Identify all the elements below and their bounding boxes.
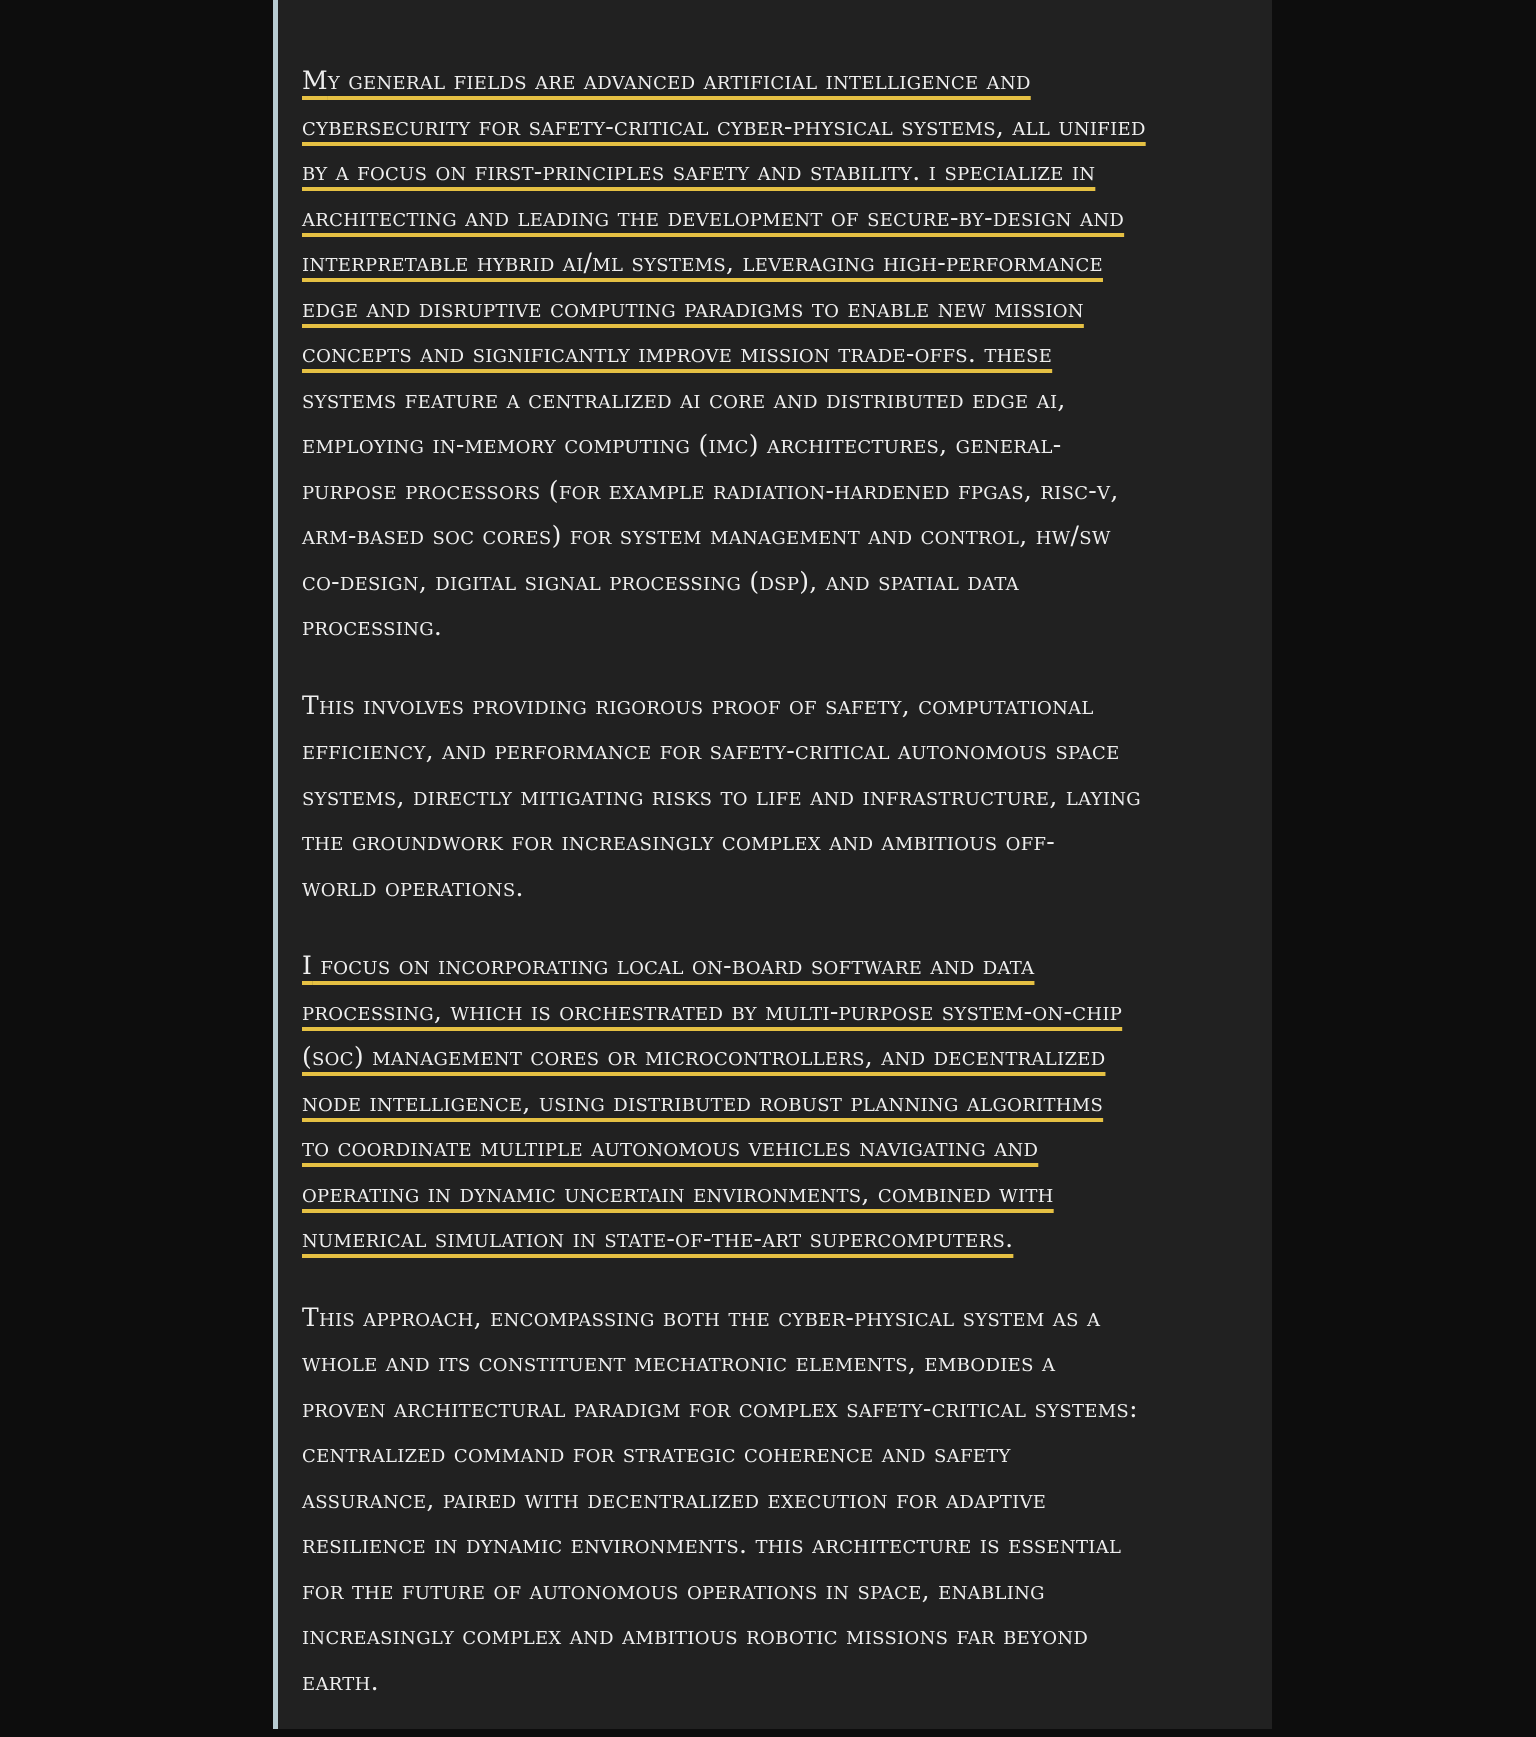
text-line: architecting and leading the development of secure-by-design and (302, 202, 1125, 232)
text-line: systems feature a centralized ai core and distributed edge ai, (302, 384, 1066, 414)
text-line: whole and its constituent mechatronic elements, embodies a (302, 1348, 1056, 1377)
text-line: purpose processors (for example radiation-hardened fpgas, risc-v, (302, 475, 1119, 505)
text-line: the groundwork for increasingly complex and ambitious off- (302, 827, 1056, 856)
text-line: processing, which is orchestrated by multi-purpose system-on-chip (302, 996, 1123, 1026)
text-line: edge and disruptive computing paradigms to enable new mission (302, 293, 1084, 323)
text-line: This involves providing rigorous proof of safety, computational (302, 690, 1094, 720)
text-line: numerical simulation in state-of-the-art supercomputers. (302, 1224, 1014, 1253)
paragraph-safety-proof (302, 683, 1262, 911)
text-line: (soc) management cores or microcontrollers, and decentralized (302, 1042, 1106, 1071)
text-line: to coordinate multiple autonomous vehicles navigating and (302, 1133, 1039, 1162)
text-line: cybersecurity for safety-critical cyber-physical systems, all unified (302, 111, 1146, 141)
left-border-rule (273, 0, 278, 1729)
text-line: proven architectural paradigm for complex safety-critical systems: (302, 1393, 1138, 1423)
text-line: for the future of autonomous operations in space, enabling (302, 1575, 1045, 1605)
text-line: processing. (302, 612, 443, 641)
text-line: employing in-memory computing (imc) architectures, general- (302, 430, 1062, 459)
article-body (302, 58, 1262, 1737)
text-line: increasingly complex and ambitious robotic missions far beyond (302, 1621, 1089, 1650)
text-line: by a focus on first-principles safety and stability. i specialize in (302, 157, 1096, 186)
text-line: concepts and significantly improve mission trade-offs. these (302, 339, 1053, 368)
text-line: centralized command for strategic coherence and safety (302, 1439, 1011, 1468)
text-line: resilience in dynamic environments. this architecture is essential (302, 1530, 1122, 1559)
paragraph-fields (302, 58, 1262, 650)
text-line: earth. (302, 1666, 379, 1696)
text-line: node intelligence, using distributed robust planning algorithms (302, 1087, 1104, 1117)
text-line: efficiency, and performance for safety-critical autonomous space (302, 736, 1120, 765)
paragraph-onboard-processing (302, 943, 1262, 1262)
text-line: systems, directly mitigating risks to life and infrastructure, laying (302, 781, 1141, 811)
text-line: My general fields are advanced artificial intelligence and (302, 66, 1031, 95)
text-line: arm-based soc cores) for system management and control, hw/sw (302, 521, 1111, 550)
text-line: I focus on incorporating local on-board software and data (302, 951, 1035, 980)
paragraph-approach (302, 1295, 1262, 1705)
text-line: co-design, digital signal processing (dsp), and spatial data (302, 566, 1019, 596)
text-line: operating in dynamic uncertain environments, combined with (302, 1178, 1054, 1208)
text-line: This approach, encompassing both the cyber-physical system as a (302, 1302, 1101, 1332)
text-line: assurance, paired with decentralized execution for adaptive (302, 1484, 1047, 1514)
text-line: world operations. (302, 872, 524, 902)
text-line: interpretable hybrid ai/ml systems, leveraging high-performance (302, 248, 1103, 277)
